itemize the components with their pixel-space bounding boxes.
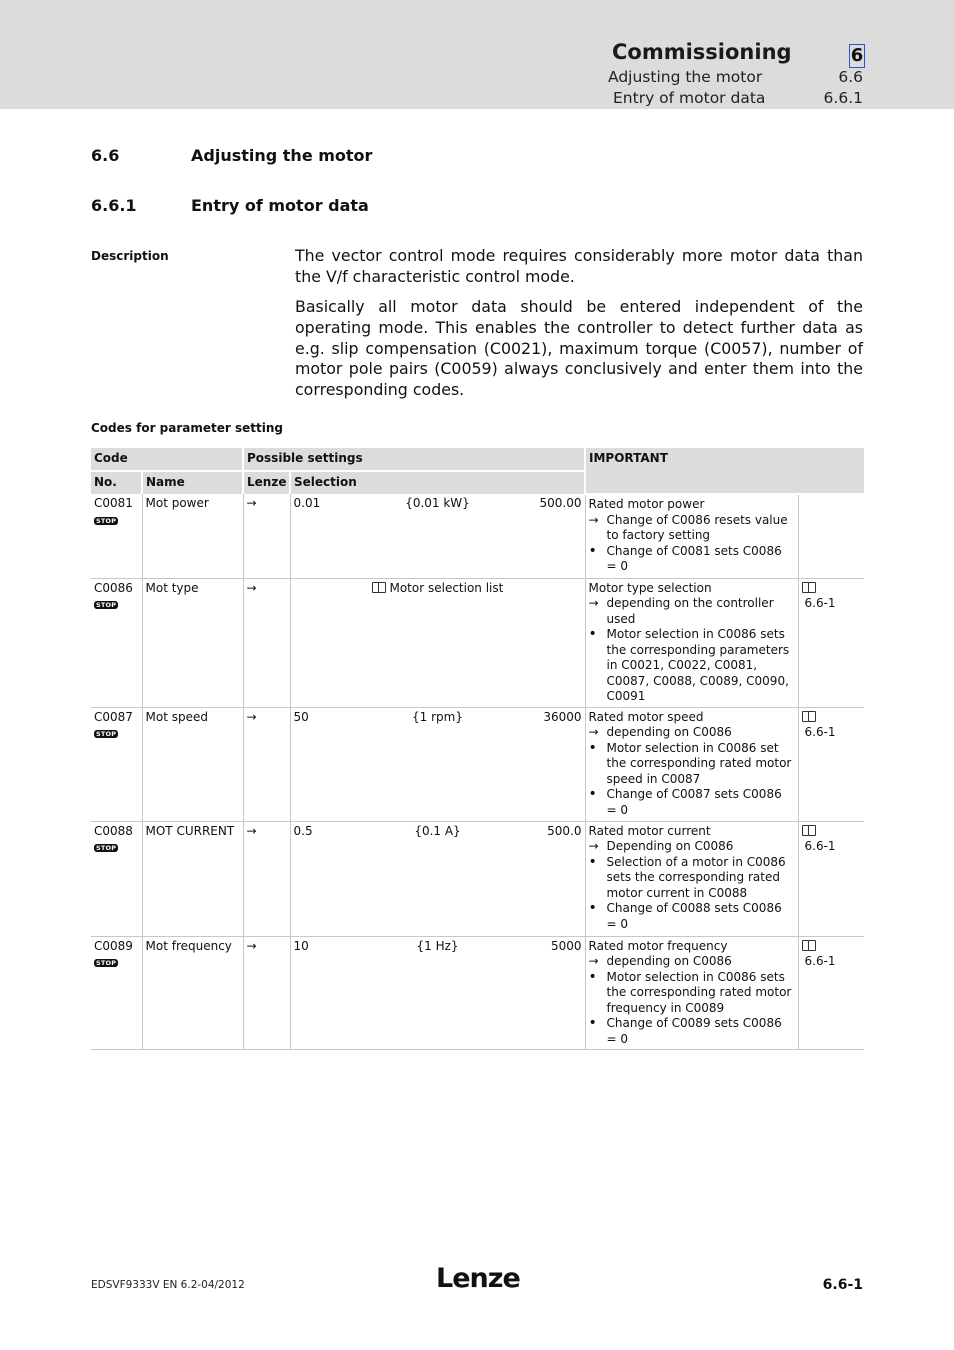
description-label: Description — [91, 249, 169, 263]
important-title: Rated motor speed — [588, 709, 704, 724]
selection-max: 500.00 — [539, 496, 582, 510]
header-selection: Selection — [290, 471, 585, 494]
header-name: Name — [142, 471, 243, 494]
code-number-cell — [91, 821, 142, 936]
code-name: Mot type — [142, 578, 243, 707]
footer-doc-id: EDSVF9333V EN 6.2-04/2012 — [91, 1279, 245, 1291]
header-important: IMPORTANT — [585, 448, 864, 494]
list-item-text: Change of C0086 resets value to factory setting — [606, 512, 788, 542]
list-item — [589, 725, 795, 741]
selection-max: 500.0 — [547, 823, 582, 838]
arrow-icon: → — [588, 512, 599, 527]
list-item-text: Motor selection in C0086 sets the corresponding rated motor frequency in C0089 — [606, 969, 792, 1015]
code-name: Mot speed — [142, 707, 243, 821]
list-item — [589, 839, 795, 855]
list-item-text: depending on C0086 — [606, 725, 732, 739]
lenze-arrow-icon: → — [243, 707, 290, 821]
code-number-cell — [91, 494, 142, 578]
lenze-arrow-icon: → — [243, 821, 290, 936]
reference-cell — [798, 578, 864, 707]
selection-unit: {1 rpm} — [412, 709, 463, 724]
header-lenze: Lenze — [243, 471, 290, 494]
lenze-logo: Lenze — [436, 1263, 520, 1294]
stop-icon: STOP — [96, 601, 117, 609]
stop-icon: STOP — [96, 844, 117, 852]
bullet-icon: • — [588, 786, 597, 802]
description-paragraph-1: The vector control mode requires considerably more motor data than the V/f characteristic control mode. — [295, 246, 863, 286]
bullet-icon: • — [588, 853, 597, 870]
list-item — [589, 954, 795, 970]
code-number: C0088 — [94, 823, 133, 838]
book-icon — [802, 940, 816, 951]
stop-icon: STOP — [96, 959, 117, 967]
header-subsection-title: Entry of motor data — [613, 89, 766, 107]
list-item-text: Selection of a motor in C0086 sets the corresponding rated motor current in C0088 — [606, 854, 786, 900]
code-name: MOT CURRENT — [142, 821, 243, 936]
important-cell — [585, 936, 798, 1050]
list-item-text: Change of C0081 sets C0086 = 0 — [606, 543, 782, 573]
selection-cell — [290, 936, 585, 1050]
important-title: Rated motor power — [588, 497, 705, 511]
bullet-icon: • — [588, 626, 597, 642]
list-item — [589, 1016, 795, 1047]
reference-link[interactable]: 6.6-1 — [804, 596, 836, 610]
codes-label: Codes for parameter setting — [91, 421, 283, 435]
table-row — [91, 821, 864, 936]
bullet-icon: • — [588, 739, 597, 756]
list-item — [589, 627, 795, 705]
header-subsection-number: 6.6.1 — [823, 89, 863, 107]
important-cell — [585, 578, 798, 707]
list-item — [589, 741, 795, 788]
lenze-arrow-icon: → — [243, 494, 290, 578]
list-item-text: depending on the controller used — [606, 596, 774, 626]
important-cell — [585, 494, 798, 578]
header-section-number: 6.6 — [838, 68, 863, 86]
arrow-icon: → — [588, 596, 599, 610]
reference-cell — [798, 936, 864, 1050]
list-item — [589, 596, 795, 627]
reference-link[interactable]: 6.6-1 — [804, 839, 836, 853]
code-number: C0081 — [94, 496, 133, 510]
section-number: 6.6 — [91, 146, 120, 165]
code-number-cell — [91, 936, 142, 1050]
selection-min: 0.01 — [293, 496, 321, 510]
list-item — [589, 855, 795, 902]
selection-max: 36000 — [543, 709, 582, 724]
chapter-title: Commissioning — [612, 40, 792, 64]
book-icon — [802, 711, 816, 722]
code-number-cell — [91, 707, 142, 821]
code-name: Mot power — [142, 494, 243, 578]
list-item — [589, 544, 795, 575]
arrow-icon: → — [588, 954, 599, 968]
list-item — [589, 970, 795, 1017]
list-item-text: depending on C0086 — [606, 954, 732, 968]
bullet-icon: • — [588, 542, 597, 559]
table-row — [91, 936, 864, 1050]
selection-text: Motor selection list — [389, 580, 504, 595]
book-icon — [802, 582, 816, 593]
arrow-icon: → — [588, 839, 599, 853]
table-row — [91, 494, 864, 578]
important-title: Rated motor frequency — [588, 938, 728, 953]
codes-table — [91, 448, 864, 1050]
important-title: Motor type selection — [588, 580, 712, 595]
header-possible-settings: Possible settings — [243, 448, 585, 471]
important-cell — [585, 821, 798, 936]
selection-min: 50 — [293, 709, 309, 724]
code-number: C0087 — [94, 709, 133, 724]
selection-unit: {0.01 kW} — [405, 496, 470, 510]
list-item-text: Change of C0088 sets C0086 = 0 — [606, 901, 782, 931]
book-icon — [802, 825, 816, 836]
table-row — [91, 707, 864, 821]
header-code: Code — [91, 448, 243, 471]
important-title: Rated motor current — [588, 823, 711, 838]
list-item-text: Change of C0089 sets C0086 = 0 — [606, 1016, 782, 1046]
code-number: C0086 — [94, 580, 133, 595]
list-item — [589, 901, 795, 932]
selection-min: 10 — [293, 938, 309, 953]
bullet-icon: • — [588, 1015, 597, 1031]
selection-cell — [290, 578, 585, 707]
header-section-title: Adjusting the motor — [608, 68, 763, 86]
reference-cell — [798, 707, 864, 821]
selection-cell — [290, 821, 585, 936]
code-name: Mot frequency — [142, 936, 243, 1050]
list-item — [589, 787, 795, 818]
arrow-icon: → — [588, 725, 599, 739]
reference-cell — [798, 821, 864, 936]
selection-max: 5000 — [550, 938, 582, 953]
chapter-number: 6 — [850, 45, 864, 66]
header-no: No. — [91, 471, 142, 494]
important-cell — [585, 707, 798, 821]
list-item-text: Motor selection in C0086 set the corresponding rated motor speed in C0087 — [606, 740, 792, 786]
reference-cell — [798, 494, 864, 578]
stop-icon: STOP — [96, 516, 117, 525]
list-item-text: Motor selection in C0086 sets the corresponding parameters in C0021, C0022, C0081, C0087, C0088, C0089, C0090, C0091 — [606, 627, 790, 703]
subsection-title: Entry of motor data — [191, 196, 369, 215]
section-title: Adjusting the motor — [191, 146, 373, 165]
list-item-text: Change of C0087 sets C0086 = 0 — [606, 787, 782, 817]
stop-icon: STOP — [96, 730, 117, 738]
code-number: C0089 — [94, 938, 133, 953]
list-item — [589, 513, 795, 544]
selection-cell — [290, 494, 585, 578]
subsection-number: 6.6.1 — [91, 196, 137, 215]
reference-link[interactable]: 6.6-1 — [804, 725, 836, 739]
selection-min: 0.5 — [293, 823, 313, 838]
table-row — [91, 578, 864, 707]
footer-page-number: 6.6-1 — [822, 1277, 863, 1293]
selection-unit: {1 Hz} — [416, 938, 459, 953]
description-paragraph-2: Basically all motor data should be entered independent of the operating mode. This enables the controller to detect further data as e.g. slip compensation (C0021), maximum torque (C0057), number of motor pole pairs (C0059) always conclusively and enter them into the corresponding codes. — [295, 297, 863, 400]
list-item-text: Depending on C0086 — [606, 839, 734, 853]
lenze-arrow-icon: → — [243, 936, 290, 1050]
selection-unit: {0.1 A} — [414, 823, 461, 838]
lenze-arrow-icon: → — [243, 578, 290, 707]
bullet-icon: • — [588, 900, 597, 916]
selection-cell — [290, 707, 585, 821]
book-icon — [372, 582, 386, 593]
bullet-icon: • — [588, 968, 597, 985]
code-number-cell — [91, 578, 142, 707]
reference-link[interactable]: 6.6-1 — [804, 954, 836, 968]
